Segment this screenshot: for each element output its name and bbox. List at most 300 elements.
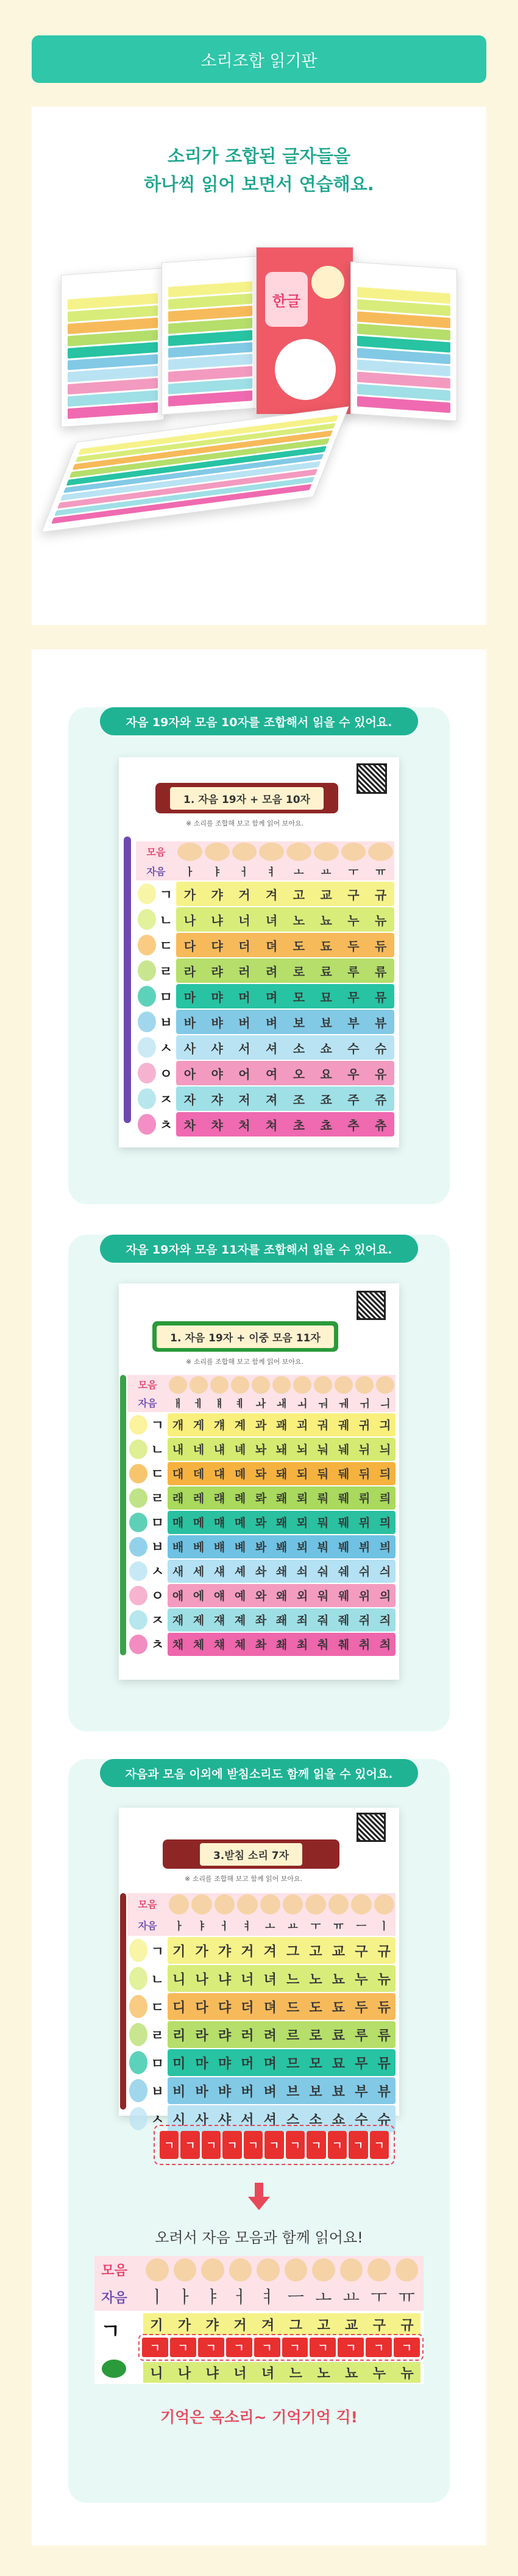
- batchim-cell: ㄱ: [244, 2131, 263, 2159]
- table-row: [136, 1035, 394, 1060]
- row-icon: [138, 986, 156, 1007]
- sheet-3-title-scroll: [163, 1839, 339, 1869]
- syllable-cell: 버: [241, 2084, 254, 2100]
- syllable-cell: 븨: [379, 1541, 391, 1555]
- zoom-syllable-cell: 구: [372, 2317, 386, 2333]
- syllable-cell: 되: [296, 1468, 308, 1482]
- syllable-cell: 무: [347, 990, 360, 1005]
- syllable-cell: 댸: [213, 1468, 225, 1482]
- syllable-cell: 구: [355, 1944, 368, 1960]
- table-header: [136, 841, 394, 880]
- syllable-cell: 려: [265, 964, 278, 979]
- syllable-cell: 워: [317, 1589, 329, 1604]
- table-row: [127, 1584, 396, 1607]
- table-row: [127, 1535, 396, 1558]
- syllable-cell: 샤: [218, 2112, 232, 2128]
- vowel-cell: ㅡ: [356, 1921, 367, 1933]
- syllable-cell: 자: [183, 1092, 196, 1107]
- sheet-3-sub: ※ 소리를 조합해 보고 함께 읽어 보아요.: [185, 1875, 303, 1883]
- vowel-cell: ㅢ: [380, 1398, 391, 1411]
- row-syllables: [168, 1560, 396, 1583]
- table-row: [127, 1633, 396, 1656]
- table-row: [127, 1438, 396, 1461]
- syllable-cell: 레: [193, 1492, 205, 1506]
- syllable-cell: 붸: [338, 1541, 350, 1555]
- syllable-cell: 체: [193, 1638, 205, 1652]
- row-syllables: [168, 1937, 396, 1964]
- zoom-vowel-cell: ㅛ: [342, 2287, 360, 2307]
- character-face-icon: [190, 1376, 208, 1394]
- syllable-cell: 내: [172, 1443, 184, 1457]
- section-3-pill: 자음과 모음 이외에 받침소리도 함께 읽을 수 있어요.: [100, 1759, 418, 1787]
- zoom-vowel-cell: ㅠ: [398, 2287, 415, 2307]
- character-face-icon: [201, 2258, 224, 2282]
- syllable-cell: 버: [238, 1015, 250, 1030]
- section-1: [68, 707, 450, 1204]
- vowel-cell: ㅖ: [235, 1398, 246, 1411]
- syllable-cell: 마: [183, 990, 196, 1005]
- batchim-cell: ㄱ: [202, 2131, 221, 2159]
- zoom-table: [94, 2256, 424, 2384]
- zoom-syllable-cell: 규: [400, 2317, 414, 2333]
- syllable-cell: 뱨: [213, 1541, 225, 1555]
- syllable-cell: 믜: [379, 1516, 391, 1530]
- syllable-cell: 먀: [211, 990, 223, 1005]
- syllable-cell: 처: [238, 1118, 250, 1133]
- zoom-batchim-cell: ㄱ: [142, 2338, 168, 2357]
- syllable-cell: 녀: [263, 1972, 277, 1988]
- syllable-cell: 거: [241, 1944, 254, 1960]
- zoom-batchim-cell: ㄱ: [310, 2338, 336, 2357]
- row-consonant: ㄴ: [151, 1443, 164, 1458]
- vowel-cell: ㅐ: [172, 1398, 183, 1411]
- syllable-cell: 춰: [317, 1638, 329, 1652]
- row-icon: [129, 1561, 147, 1581]
- sheet-2-title: 1. 자음 19자 + 이중 모음 11자: [157, 1325, 334, 1348]
- character-face-icon: [215, 1894, 235, 1914]
- table-row: [136, 958, 394, 983]
- syllable-cell: 주: [347, 1092, 360, 1107]
- syllable-cell: 교: [332, 1944, 346, 1960]
- syllable-cell: 려: [263, 2028, 277, 2044]
- down-arrow-icon: [248, 2197, 270, 2210]
- page-title: 소리조합 읽기판: [200, 51, 318, 71]
- vowel-cell: ㅔ: [193, 1398, 204, 1411]
- vowel-cell: ㅛ: [288, 1921, 298, 1933]
- syllable-cell: 채: [172, 1638, 184, 1652]
- character-face-icon: [191, 1894, 211, 1914]
- syllable-cell: 숴: [317, 1565, 329, 1579]
- syllable-cell: 쳐: [265, 1118, 278, 1133]
- intro-headline-2: 하나씩 읽어 보면서 연습해요.: [144, 174, 374, 194]
- character-face-icon: [285, 2258, 308, 2282]
- row-syllables: [168, 1993, 396, 2020]
- row-syllables: [168, 1608, 396, 1632]
- syllable-cell: 줴: [338, 1614, 350, 1628]
- syllable-cell: 쵸: [320, 1118, 332, 1133]
- syllable-cell: 괴: [296, 1419, 308, 1433]
- zoom-vowel-tag: 모음: [101, 2263, 127, 2278]
- zoom-syllable-cell: 니: [150, 2366, 163, 2382]
- syllable-cell: 도: [293, 938, 305, 954]
- syllable-cell: 브: [286, 2084, 300, 2100]
- row-icon: [129, 1635, 147, 1654]
- zoom-syllable-cell: 너: [233, 2366, 247, 2382]
- syllable-cell: 쇠: [296, 1565, 308, 1579]
- syllable-cell: 됴: [320, 938, 332, 954]
- zoom-syllable-cell: 고: [317, 2317, 330, 2333]
- section-2: [68, 1235, 450, 1732]
- row-syllables: [168, 1965, 396, 1992]
- character-face-icon: [259, 843, 284, 861]
- syllable-cell: 뮤: [377, 2056, 391, 2072]
- table-row: [127, 1560, 396, 1583]
- syllable-cell: 췌: [338, 1638, 350, 1652]
- syllable-cell: 서: [241, 2112, 254, 2128]
- syllable-cell: 쉬: [358, 1565, 371, 1579]
- syllable-cell: 댜: [211, 938, 223, 954]
- batchim-cell: ㄱ: [180, 2131, 199, 2159]
- row-syllables: [176, 1010, 394, 1034]
- syllable-cell: 뷰: [374, 1015, 387, 1030]
- row-consonant: ㄷ: [159, 938, 172, 954]
- section-2-pill: 자음 19자와 모음 11자를 조합해서 읽을 수 있어요.: [100, 1235, 418, 1263]
- row-icon: [138, 1114, 156, 1135]
- row-consonant: ㄹ: [159, 964, 172, 980]
- syllable-cell: 러: [241, 2028, 254, 2044]
- sheet-3: [119, 1808, 399, 2128]
- row-syllables: [168, 1413, 396, 1436]
- vowel-cell: ㅙ: [276, 1398, 287, 1411]
- syllable-cell: 계: [234, 1419, 246, 1433]
- table-row: [136, 1010, 394, 1034]
- syllable-cell: 저: [238, 1092, 250, 1107]
- syllable-cell: 두: [347, 938, 360, 954]
- syllable-cell: 례: [234, 1492, 246, 1506]
- row-syllables: [168, 2021, 396, 2048]
- row-consonant: ㅂ: [159, 1015, 172, 1031]
- syllable-cell: 얘: [213, 1589, 225, 1604]
- syllable-cell: 래: [172, 1492, 184, 1506]
- syllable-cell: 로: [309, 2028, 322, 2044]
- syllable-cell: 뇨: [320, 913, 332, 928]
- row-consonant: ㅇ: [151, 1589, 164, 1605]
- syllable-cell: 료: [320, 964, 332, 979]
- batchim-cell: ㄱ: [222, 2131, 241, 2159]
- row-syllables: [176, 882, 394, 906]
- vowel-cell: ㅑ: [196, 1921, 207, 1933]
- zoom-syllable-cell: 냐: [205, 2366, 219, 2382]
- vowel-row: [176, 861, 394, 880]
- syllable-cell: 가: [195, 1944, 208, 1960]
- row-consonant: ㅂ: [151, 1540, 164, 1556]
- row-consonant: ㄷ: [151, 1467, 164, 1483]
- row-consonant: ㅊ: [151, 1638, 164, 1654]
- row-icon: [129, 2079, 147, 2102]
- syllable-cell: 러: [238, 964, 250, 979]
- syllable-cell: 의: [379, 1589, 391, 1604]
- syllable-cell: 뷔: [358, 1541, 371, 1555]
- row-consonant: ㅊ: [159, 1118, 172, 1133]
- syllable-cell: 너: [241, 1972, 254, 1988]
- syllable-cell: 놔: [255, 1443, 267, 1457]
- zoom-vowel-cell: ㅓ: [232, 2287, 249, 2307]
- row-icon: [138, 935, 156, 955]
- syllable-cell: 쇄: [275, 1565, 288, 1579]
- zoom-vowel-cell: ㅗ: [315, 2287, 332, 2307]
- syllable-cell: 뒈: [338, 1468, 350, 1482]
- row-syllables: [176, 1061, 394, 1085]
- table-row: [127, 2021, 396, 2048]
- syllable-cell: 며: [265, 990, 278, 1005]
- syllable-cell: 비: [172, 2084, 186, 2100]
- zoom-row1-consonant: ㄱ: [101, 2319, 121, 2344]
- character-face-icon: [283, 1894, 303, 1914]
- zoom-syllable-cell: 느: [289, 2366, 302, 2382]
- syllable-cell: 궤: [338, 1419, 350, 1433]
- syllable-cell: 갸: [218, 1944, 232, 1960]
- vowel-cell: ㅑ: [211, 866, 222, 879]
- syllable-cell: 부: [355, 2084, 368, 2100]
- row-syllables: [176, 907, 394, 932]
- page-title-bar: [32, 35, 486, 83]
- syllable-table-1: [136, 841, 394, 1136]
- vowel-row: [168, 1393, 396, 1411]
- table-row: [136, 984, 394, 1008]
- syllable-cell: 쉐: [338, 1565, 350, 1579]
- row-syllables: [176, 1112, 394, 1136]
- syllable-cell: 뉴: [377, 1972, 391, 1988]
- vowel-cell: ㅠ: [375, 866, 386, 879]
- syllable-cell: 듀: [374, 938, 387, 954]
- zoom-batchim-cell: ㄱ: [394, 2338, 420, 2357]
- syllable-cell: 에: [193, 1589, 205, 1604]
- character-face-icon: [205, 843, 230, 861]
- row-consonant: ㅅ: [151, 2112, 164, 2128]
- vowel-cell: ㅛ: [321, 866, 332, 879]
- vowel-cell: ㅣ: [378, 1921, 389, 1933]
- row-syllables: [168, 1584, 396, 1607]
- vowel-tag: 모음: [138, 1379, 157, 1391]
- row-icon: [129, 1440, 147, 1459]
- syllable-cell: 뫠: [275, 1516, 288, 1530]
- syllable-cell: 나: [195, 1972, 208, 1988]
- syllable-cell: 샤: [211, 1041, 223, 1056]
- syllable-cell: 럐: [213, 1492, 225, 1506]
- row-icon: [129, 1464, 147, 1483]
- syllable-cell: 위: [358, 1589, 371, 1604]
- syllable-cell: 뵈: [296, 1541, 308, 1555]
- syllable-cell: 겨: [263, 1944, 277, 1960]
- row-consonant: ㄷ: [151, 2000, 164, 2016]
- syllable-cell: 아: [183, 1066, 196, 1082]
- batchim-cell: ㄱ: [307, 2131, 325, 2159]
- syllable-cell: 서: [238, 1041, 250, 1056]
- row-icon: [129, 2107, 147, 2130]
- character-faces: [168, 1894, 396, 1914]
- zoom-vowel-cell: ㅏ: [176, 2287, 193, 2307]
- character-face-icon: [312, 2258, 335, 2282]
- vowel-cell: ㅞ: [338, 1398, 349, 1411]
- character-face-icon: [272, 1376, 291, 1394]
- row-icon: [138, 909, 156, 930]
- row-consonant: ㅅ: [151, 1565, 164, 1580]
- syllable-cell: 눠: [317, 1443, 329, 1457]
- row-consonant: ㄴ: [151, 1972, 164, 1988]
- syllable-cell: 새: [172, 1565, 184, 1579]
- vowel-cell: ㅓ: [239, 866, 250, 879]
- qr-code-icon: [357, 763, 387, 794]
- syllable-cell: 뉘: [358, 1443, 371, 1457]
- consonant-tag: 자음: [138, 1920, 157, 1932]
- row-icon: [138, 960, 156, 981]
- intro-headline-1: 소리가 조합된 글자들을: [167, 146, 351, 166]
- syllable-cell: 오: [293, 1066, 305, 1082]
- syllable-cell: 롸: [255, 1492, 267, 1506]
- qr-code-icon: [357, 1813, 386, 1842]
- syllable-cell: 왜: [275, 1589, 288, 1604]
- character-face-icon: [314, 843, 339, 861]
- syllable-cell: 먀: [218, 2056, 232, 2072]
- row-syllables: [168, 1462, 396, 1485]
- syllable-cell: 뤼: [358, 1492, 371, 1506]
- turtle-icon: [102, 2360, 126, 2378]
- row-consonant: ㅁ: [159, 990, 172, 1005]
- row-syllables: [176, 933, 394, 957]
- syllable-cell: 니: [172, 1972, 186, 1988]
- syllable-cell: 바: [195, 2084, 208, 2100]
- zoom-syllable-cell: 가: [177, 2317, 191, 2333]
- syllable-cell: 게: [193, 1419, 205, 1433]
- syllable-cell: 뎌: [265, 938, 278, 954]
- row-consonant: ㄴ: [159, 913, 172, 929]
- syllable-cell: 솨: [255, 1565, 267, 1579]
- syllable-cell: 차: [183, 1118, 196, 1133]
- syllable-cell: 누: [355, 1972, 368, 1988]
- syllable-cell: 제: [193, 1614, 205, 1628]
- syllable-cell: 리: [172, 2028, 186, 2044]
- syllable-cell: 루: [355, 2028, 368, 2044]
- syllable-cell: 초: [293, 1118, 305, 1133]
- zoom-syllable-cell: 누: [372, 2366, 386, 2382]
- syllable-cell: 시: [172, 2112, 186, 2128]
- row-icon: [138, 1088, 156, 1109]
- syllable-cell: 도: [309, 2000, 322, 2016]
- syllable-cell: 네: [193, 1443, 205, 1457]
- syllable-cell: 늬: [379, 1443, 391, 1457]
- syllable-cell: 챼: [213, 1638, 225, 1652]
- syllable-cell: 뢔: [275, 1492, 288, 1506]
- zoom-vowel-cell: ㅜ: [371, 2287, 388, 2307]
- batchim-cell: ㄱ: [370, 2131, 389, 2159]
- sheet-3-title: 3.받침 소리 7자: [200, 1843, 302, 1866]
- row-icon: [129, 2051, 147, 2074]
- syllable-cell: 뷰: [377, 2084, 391, 2100]
- syllable-cell: 눼: [338, 1443, 350, 1457]
- vowel-cell: ㅏ: [174, 1921, 184, 1933]
- row-icon: [129, 1939, 147, 1962]
- scroll-rod: [124, 837, 131, 1123]
- syllable-cell: 더: [238, 938, 250, 954]
- table-row: [127, 1486, 396, 1510]
- syllable-cell: 쇼: [320, 1041, 332, 1056]
- zoom-batchim-strip: [138, 2334, 424, 2361]
- row-consonant: ㄹ: [151, 1491, 164, 1507]
- row-syllables: [168, 2077, 396, 2104]
- character-face-icon: [286, 843, 311, 861]
- syllable-cell: 조: [293, 1092, 305, 1107]
- syllable-cell: 노: [293, 913, 305, 928]
- syllable-cell: 싀: [379, 1565, 391, 1579]
- syllable-cell: 겨: [265, 887, 278, 902]
- syllable-table-2: [127, 1375, 396, 1656]
- syllable-cell: 드: [286, 2000, 300, 2016]
- syllable-cell: 라: [195, 2028, 208, 2044]
- syllable-cell: 와: [255, 1589, 267, 1604]
- syllable-cell: 냐: [218, 1972, 232, 1988]
- syllable-cell: 너: [238, 913, 250, 928]
- syllable-cell: 녜: [234, 1443, 246, 1457]
- table-row: [127, 1413, 396, 1436]
- syllable-cell: 뱌: [211, 1015, 223, 1030]
- syllable-cell: 랴: [218, 2028, 232, 2044]
- row-icon: [129, 1967, 147, 1990]
- syllable-cell: 뉴: [374, 913, 387, 928]
- table-row: [136, 1061, 394, 1085]
- zoom-batchim-cell: ㄱ: [226, 2338, 252, 2357]
- syllable-cell: 졔: [234, 1614, 246, 1628]
- row-icon: [129, 1610, 147, 1630]
- syllable-cell: 몌: [234, 1516, 246, 1530]
- syllable-cell: 모: [309, 2056, 322, 2072]
- syllable-cell: 셔: [263, 2112, 277, 2128]
- syllable-cell: 듀: [377, 2000, 391, 2016]
- syllable-cell: 요: [320, 1066, 332, 1082]
- syllable-cell: 걔: [213, 1419, 225, 1433]
- row-consonant: ㅈ: [159, 1092, 172, 1108]
- syllable-cell: 고: [293, 887, 305, 902]
- syllable-cell: 궈: [317, 1419, 329, 1433]
- syllable-cell: 예: [234, 1589, 246, 1604]
- syllable-cell: 거: [238, 887, 250, 902]
- syllable-cell: 긔: [379, 1419, 391, 1433]
- syllable-cell: 더: [241, 2000, 254, 2016]
- syllable-cell: 교: [320, 887, 332, 902]
- zoom-vowel-cell: ㅑ: [204, 2287, 221, 2307]
- syllable-cell: 좌: [255, 1614, 267, 1628]
- product-photo: [61, 247, 457, 473]
- sheet-2-sub: ※ 소리를 조합해 보고 함께 읽어 보아요.: [186, 1358, 304, 1366]
- syllable-cell: 구: [347, 887, 360, 902]
- brochure-cover: [256, 247, 353, 415]
- brochure-right-panel: [350, 262, 457, 421]
- syllable-cell: 쥬: [374, 1092, 387, 1107]
- syllable-cell: 마: [195, 2056, 208, 2072]
- syllable-cell: 류: [377, 2028, 391, 2044]
- row-icon: [129, 1415, 147, 1435]
- syllable-cell: 뤄: [317, 1492, 329, 1506]
- syllable-cell: 라: [183, 964, 196, 979]
- syllable-cell: 봬: [275, 1541, 288, 1555]
- syllable-cell: 데: [193, 1468, 205, 1482]
- syllable-cell: 녀: [265, 913, 278, 928]
- syllable-cell: 셔: [265, 1041, 278, 1056]
- character-face-icon: [237, 1894, 257, 1914]
- syllable-cell: 랴: [211, 964, 223, 979]
- sheet-1-title: 1. 자음 19자 + 모음 10자: [170, 787, 324, 810]
- zoom-syllable-cell: 갸: [205, 2317, 219, 2333]
- row-consonant: ㄱ: [159, 887, 172, 903]
